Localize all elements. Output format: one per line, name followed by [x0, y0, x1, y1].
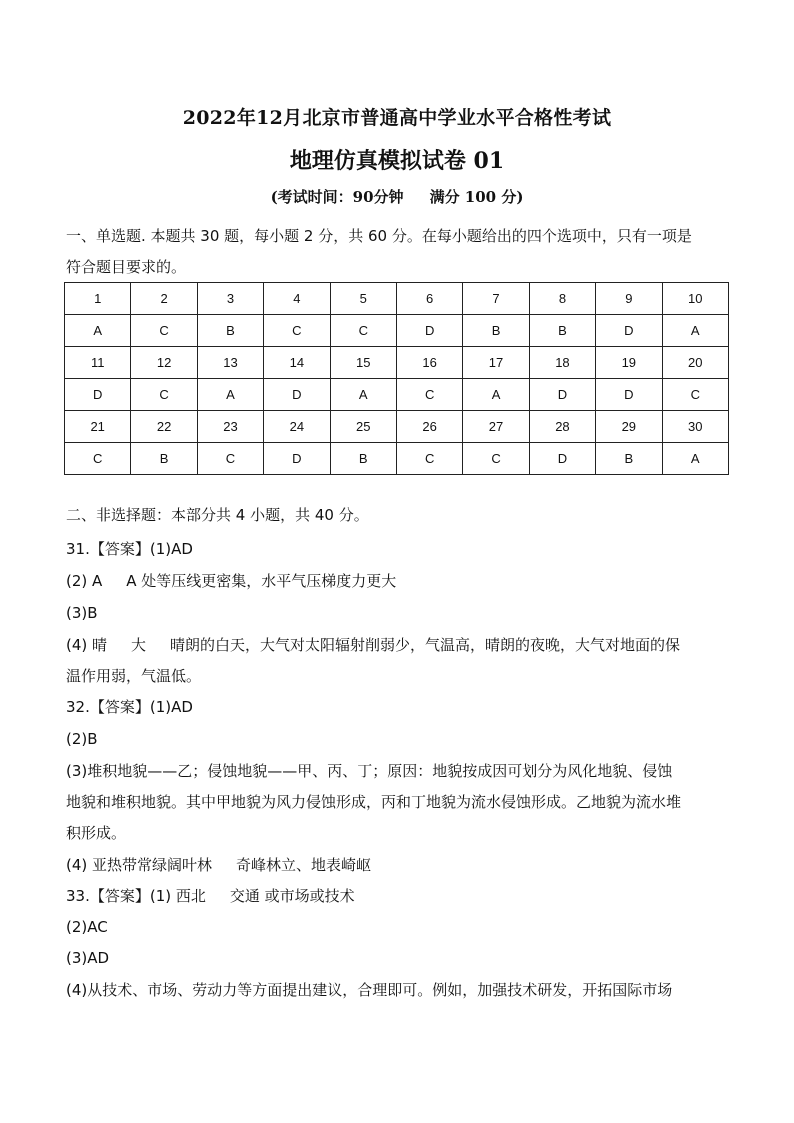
question-number-cell: 2 — [131, 283, 197, 315]
q31-answer4 — [66, 630, 730, 661]
q32-answer4-label: (4) 亚热带常绿阔叶林 — [66, 856, 213, 874]
answer-cell: A — [197, 379, 263, 411]
q33-answer4: (4)从技术、市场、劳动力等方面提出建议，合理即可。例如，加强技术研发，开拓国际市场 — [66, 981, 673, 999]
question-number-cell: 14 — [264, 347, 330, 379]
question-number-cell: 26 — [396, 411, 462, 443]
q33-answer1 — [66, 881, 730, 912]
q31-answer2-text: A 处等压线更密集，水平气压梯度力更大 — [126, 572, 397, 590]
answer-cell: D — [264, 379, 330, 411]
answer-cell: D — [529, 379, 595, 411]
q32-answer3-line2: 地貌和堆积地貌。其中甲地貌为风力侵蚀形成，丙和丁地貌为流水侵蚀形成。乙地貌为流水堆 — [66, 793, 682, 811]
answer-table — [64, 282, 729, 475]
question-number-cell: 10 — [662, 283, 728, 315]
answer-cell: D — [65, 379, 131, 411]
q32-answer3-line1: (3)堆积地貌——乙；侵蚀地貌——甲、丙、丁；原因：地貌按成因可划分为风化地貌、侵蚀 — [66, 762, 673, 780]
exam-title: 2022年12月北京市普通高中学业水平合格性考试 — [182, 107, 612, 129]
answer-cell: D — [596, 379, 662, 411]
answer-cell: B — [197, 315, 263, 347]
question-number-cell: 13 — [197, 347, 263, 379]
q31-answer4-label: (4) 晴 — [66, 636, 108, 654]
section1-intro-line1: 一、单选题. 本题共 30 题，每小题 2 分，共 60 分。在每小题给出的四个选项中，只有一项是 — [66, 227, 692, 245]
question-number-cell: 27 — [463, 411, 529, 443]
question-number-cell: 17 — [463, 347, 529, 379]
q33-answer1-text: 交通 或市场或技术 — [229, 887, 355, 905]
exam-time-score — [0, 186, 794, 207]
question-number-cell: 25 — [330, 411, 396, 443]
question-number-cell: 18 — [529, 347, 595, 379]
question-number-cell: 8 — [529, 283, 595, 315]
answer-cell: D — [264, 443, 330, 475]
answer-cell: D — [396, 315, 462, 347]
exam-subtitle: 地理仿真模拟试卷 01 — [289, 148, 505, 174]
q31-answer2 — [66, 566, 730, 597]
answer-table-number-row — [65, 347, 729, 379]
answer-table-answer-row — [65, 379, 729, 411]
q33-answer1-label: 33.【答案】(1) 西北 — [66, 887, 206, 905]
question-number-cell: 19 — [596, 347, 662, 379]
question-number-cell: 30 — [662, 411, 728, 443]
question-number-cell: 20 — [662, 347, 728, 379]
question-number-cell: 7 — [463, 283, 529, 315]
answer-cell: C — [396, 379, 462, 411]
question-number-cell: 9 — [596, 283, 662, 315]
answer-cell: C — [264, 315, 330, 347]
exam-time: (考试时间：90分钟 — [270, 188, 404, 206]
q31-answer4-cont: 温作用弱，气温低。 — [66, 667, 202, 685]
answer-cell: C — [131, 315, 197, 347]
q33-answer2: (2)AC — [66, 918, 108, 936]
q33-answer3: (3)AD — [66, 949, 110, 967]
answer-cell: C — [396, 443, 462, 475]
answer-cell: A — [662, 315, 728, 347]
answer-cell: B — [529, 315, 595, 347]
answer-cell: C — [131, 379, 197, 411]
question-number-cell: 23 — [197, 411, 263, 443]
q32-answer4 — [66, 850, 730, 881]
q32-answer4-text: 奇峰林立、地表崎岖 — [236, 856, 372, 874]
answer-cell: C — [330, 315, 396, 347]
question-number-cell: 15 — [330, 347, 396, 379]
answer-cell: B — [596, 443, 662, 475]
answer-cell: A — [662, 443, 728, 475]
answer-cell: D — [529, 443, 595, 475]
q31-answer2-label: (2) A — [66, 572, 103, 590]
answer-table-number-row — [65, 283, 729, 315]
answer-cell: A — [463, 379, 529, 411]
answer-table-number-row — [65, 411, 729, 443]
question-number-cell: 5 — [330, 283, 396, 315]
answer-cell: B — [330, 443, 396, 475]
section1-intro-line2: 符合题目要求的。 — [66, 258, 187, 276]
answer-cell: C — [197, 443, 263, 475]
question-number-cell: 24 — [264, 411, 330, 443]
answer-table-answer-row — [65, 443, 729, 475]
answer-cell: C — [65, 443, 131, 475]
section2-intro: 二、非选择题：本部分共 4 小题，共 40 分。 — [66, 506, 369, 524]
exam-score: 满分 100 分) — [429, 188, 524, 206]
answer-cell: B — [131, 443, 197, 475]
question-number-cell: 22 — [131, 411, 197, 443]
question-number-cell: 6 — [396, 283, 462, 315]
question-number-cell: 1 — [65, 283, 131, 315]
question-number-cell: 29 — [596, 411, 662, 443]
answer-table-answer-row — [65, 315, 729, 347]
answer-cell: D — [596, 315, 662, 347]
answer-cell: B — [463, 315, 529, 347]
question-number-cell: 4 — [264, 283, 330, 315]
question-number-cell: 16 — [396, 347, 462, 379]
q31-answer3: (3)B — [66, 604, 98, 622]
answer-cell: C — [662, 379, 728, 411]
q32-answer2: (2)B — [66, 730, 98, 748]
question-number-cell: 11 — [65, 347, 131, 379]
q32-answer3-line3: 积形成。 — [66, 824, 127, 842]
question-number-cell: 3 — [197, 283, 263, 315]
question-number-cell: 28 — [529, 411, 595, 443]
q32-answer1: 32.【答案】(1)AD — [66, 698, 193, 716]
answer-cell: C — [463, 443, 529, 475]
answer-cell: A — [65, 315, 131, 347]
question-number-cell: 21 — [65, 411, 131, 443]
q31-answer4-text: 晴朗的白天，大气对太阳辐射削弱少，气温高，晴朗的夜晚，大气对地面的保 — [170, 636, 681, 654]
q31-answer1: 31.【答案】(1)AD — [66, 540, 193, 558]
question-number-cell: 12 — [131, 347, 197, 379]
q31-answer4-mid: 大 — [131, 636, 147, 654]
answer-cell: A — [330, 379, 396, 411]
